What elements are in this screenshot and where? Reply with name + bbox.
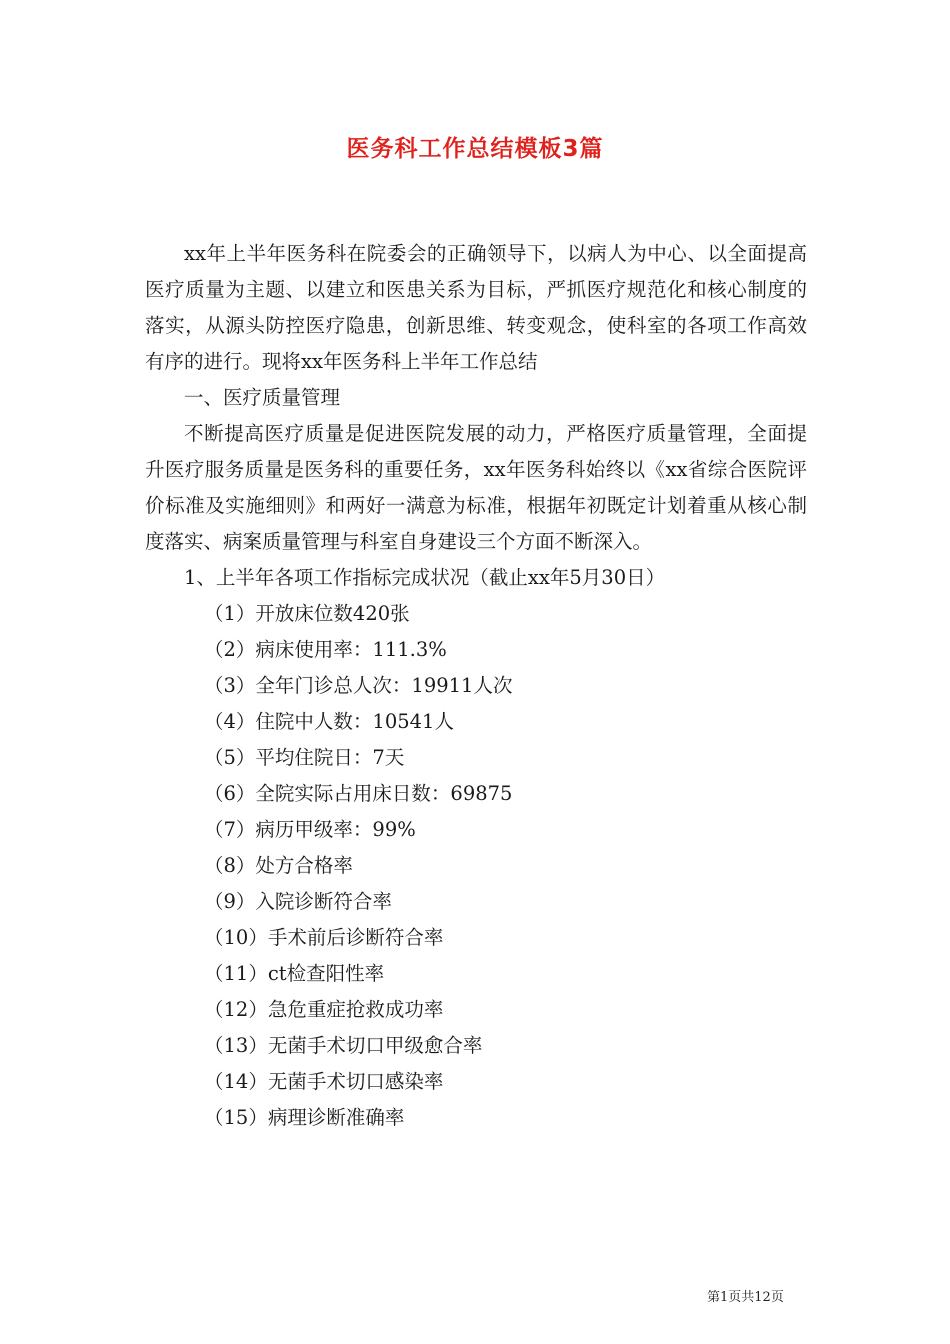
list-item: （8）处方合格率 [204,854,353,877]
list-item: （12）急危重症抢救成功率 [204,998,444,1021]
list-item: （6）全院实际占用床日数：69875 [204,782,513,805]
subsection-heading: 1、上半年各项工作指标完成状况（截止xx年5月30日） [184,566,666,589]
indicator-list [145,596,807,1136]
list-item: （2）病床使用率：111.3% [204,638,447,661]
list-item: （9）入院诊断符合率 [204,890,392,913]
document-title: 医务科工作总结模板3篇 [346,136,604,162]
list-item: （7）病历甲级率：99% [204,818,416,841]
section-paragraph: 不断提高医疗质量是促进医院发展的动力，严格医疗质量管理，全面提升医疗服务质量是医务科的重要任务，xx年医务科始终以《xx省综合医院评价标准及实施细则》和两好一满意为标准，根据年初既定计划着重从核心制度落实、病案质量管理与科室自身建设三个方面不断深入。 [145,422,807,553]
intro-paragraph: xx年上半年医务科在院委会的正确领导下，以病人为中心、以全面提高医疗质量为主题、以建立和医患关系为目标，严抓医疗规范化和核心制度的落实，从源头防控医疗隐患，创新思维、转变观念，使科室的各项工作高效有序的进行。现将xx年医务科上半年工作总结 [145,242,807,373]
list-item: （10）手术前后诊断符合率 [204,926,444,949]
list-item: （5）平均住院日：7天 [204,746,405,769]
list-item: （15）病理诊断准确率 [204,1106,405,1129]
section-heading: 一、医疗质量管理 [184,386,341,409]
page-footer: 第1页共12页 [707,1290,784,1305]
list-item: （1）开放床位数420张 [204,602,410,625]
document-body [145,236,807,1136]
list-item: （14）无菌手术切口感染率 [204,1070,444,1093]
list-item: （3）全年门诊总人次：19911人次 [204,674,513,697]
list-item: （13）无菌手术切口甲级愈合率 [204,1034,483,1057]
list-item: （11）ct检查阳性率 [204,962,385,985]
list-item: （4）住院中人数：10541人 [204,710,454,733]
